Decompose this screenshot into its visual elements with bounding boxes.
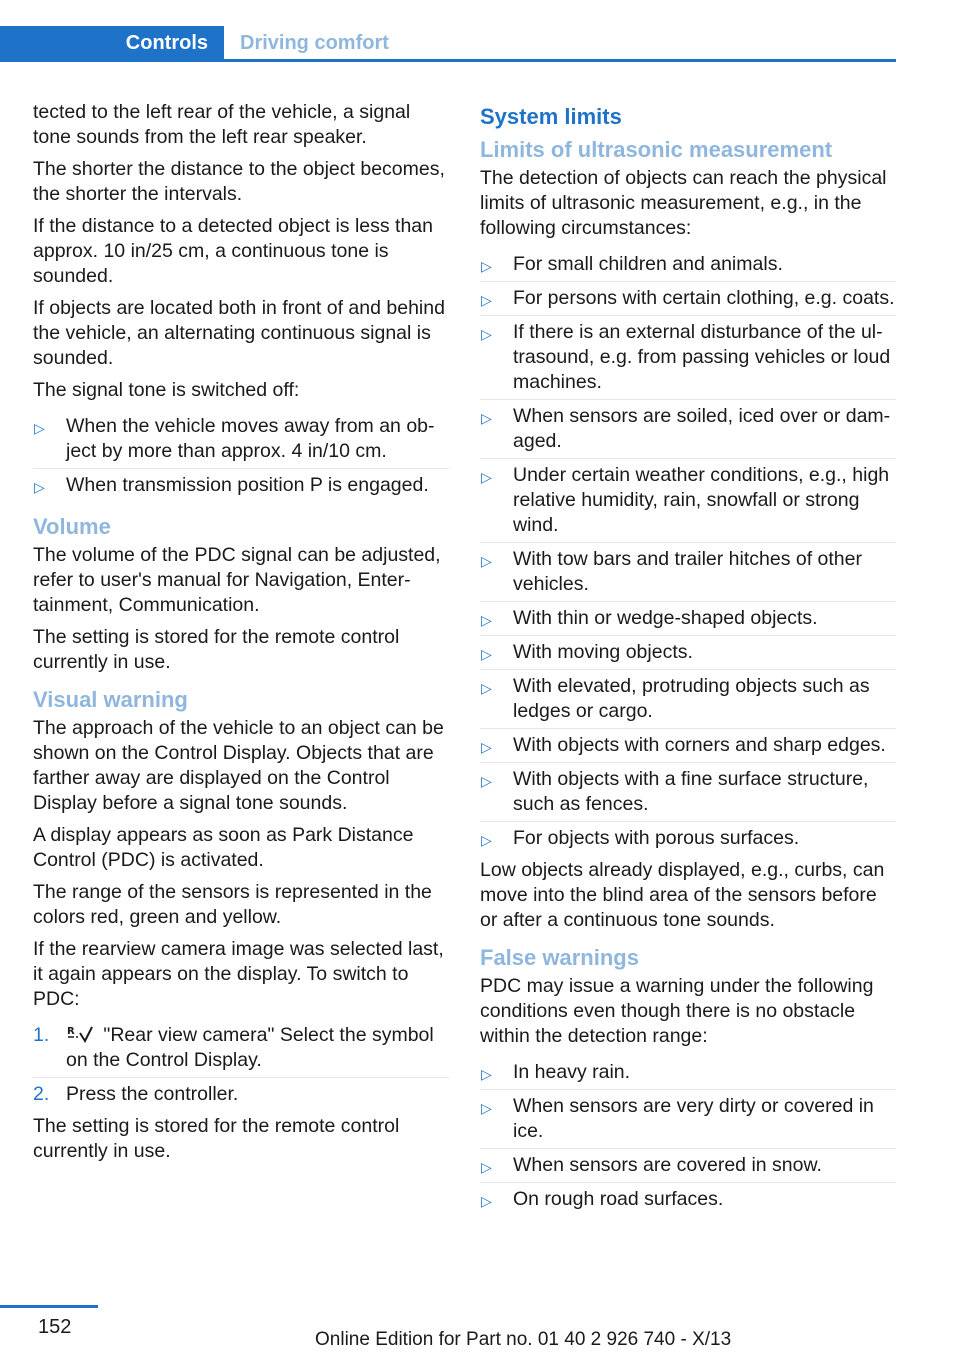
triangle-right-icon: ▷ xyxy=(481,1193,492,1209)
paragraph: The volume of the PDC signal can be adjusted, refer to user's manual for Navigation, Entertainment, Communication. xyxy=(33,544,441,616)
list-item: ▷ With objects with corners and sharp edges. xyxy=(480,729,896,763)
list-item: 1. R "Rear view camera" Select the symbol on the Control Display. xyxy=(33,1019,449,1078)
volume-heading: Volume xyxy=(33,514,111,539)
paragraph: If objects are located both in front of and behind the vehicle, an alternating continuous signal is sounded. xyxy=(33,297,445,369)
paragraph: A display appears as soon as Park Distance Control (PDC) is activated. xyxy=(33,824,414,871)
paragraph: tected to the left rear of the vehicle, a signal tone sounds from the left rear speaker. xyxy=(33,101,411,148)
triangle-right-icon: ▷ xyxy=(481,680,492,696)
list-item: ▷ Under certain weather conditions, e.g., high relative humidity, rain, snowfall or strong wind. xyxy=(480,459,896,543)
triangle-right-icon: ▷ xyxy=(481,612,492,628)
triangle-right-icon: ▷ xyxy=(34,420,45,436)
triangle-right-icon: ▷ xyxy=(481,646,492,662)
left-column xyxy=(33,100,449,1171)
list-item: ▷ When sensors are soiled, iced over or damaged. xyxy=(480,400,896,459)
edition-note: Online Edition for Part no. 01 40 2 926 740 - X/13 xyxy=(315,1329,732,1350)
list-item: ▷ When the vehicle moves away from an object by more than approx. 4 in/10 cm. xyxy=(33,410,449,469)
triangle-right-icon: ▷ xyxy=(481,773,492,789)
list-item: ▷ When transmission position P is engaged. xyxy=(33,469,449,502)
paragraph: Low objects already displayed, e.g., curbs, can move into the blind area of the sensors before or after a continuous tone sounds. xyxy=(480,859,885,931)
triangle-right-icon: ▷ xyxy=(481,832,492,848)
triangle-right-icon: ▷ xyxy=(481,292,492,308)
triangle-right-icon: ▷ xyxy=(34,479,45,495)
triangle-right-icon: ▷ xyxy=(481,326,492,342)
list-item: ▷ When sensors are very dirty or covered in ice. xyxy=(480,1090,896,1149)
section-tab-driving-comfort: Driving comfort xyxy=(240,31,389,54)
triangle-right-icon: ▷ xyxy=(481,553,492,569)
page-header xyxy=(0,26,896,62)
switch-steps-list xyxy=(33,1019,449,1111)
list-item: ▷ In heavy rain. xyxy=(480,1056,896,1090)
list-item: ▷ For small children and animals. xyxy=(480,248,896,282)
list-item: ▷ When sensors are covered in snow. xyxy=(480,1149,896,1183)
page-number: 152 xyxy=(38,1316,72,1338)
signal-off-list xyxy=(33,410,449,502)
paragraph: The range of the sensors is represented in the colors red, green and yellow. xyxy=(33,881,432,928)
list-item: ▷ For persons with certain clothing, e.g. coats. xyxy=(480,282,896,316)
paragraph: The signal tone is switched off: xyxy=(33,379,300,401)
paragraph: PDC may issue a warning under the following conditions even though there is no obstacle within the detection range: xyxy=(480,975,874,1047)
triangle-right-icon: ▷ xyxy=(481,410,492,426)
list-item: ▷ With elevated, protruding objects such as ledges or cargo. xyxy=(480,670,896,729)
false-warnings-list xyxy=(480,1056,896,1216)
header-rule xyxy=(0,59,896,62)
paragraph: The setting is stored for the remote control currently in use. xyxy=(33,1115,400,1162)
step-number: 1. xyxy=(33,1024,50,1046)
paragraph: The shorter the distance to the object becomes, the shorter the intervals. xyxy=(33,158,445,205)
triangle-right-icon: ▷ xyxy=(481,469,492,485)
svg-text:R: R xyxy=(67,1026,75,1037)
ultrasonic-limits-list xyxy=(480,248,896,855)
triangle-right-icon: ▷ xyxy=(481,739,492,755)
footer-rule xyxy=(0,1305,98,1308)
paragraph: If the distance to a detected object is less than approx. 10 in/25 cm, a continuous tone is sounded. xyxy=(33,215,433,287)
paragraph: The approach of the vehicle to an object can be shown on the Control Display. Objects that are farther away are displayed on the Control Display before a signal tone sounds. xyxy=(33,717,444,814)
paragraph: The detection of objects can reach the physical limits of ultrasonic measurement, e.g., in the following circumstances: xyxy=(480,167,887,239)
paragraph: If the rearview camera image was selected last, it again appears on the display. To switch to PDC: xyxy=(33,938,444,1010)
list-item: ▷ For objects with porous surfaces. xyxy=(480,822,896,855)
false-warnings-heading: False warnings xyxy=(480,945,639,970)
visual-warning-heading: Visual warning xyxy=(33,687,188,712)
list-item: 2. Press the controller. xyxy=(33,1083,239,1105)
ultrasonic-limits-heading: Limits of ultrasonic measurement xyxy=(480,137,833,162)
paragraph: The setting is stored for the remote control currently in use. xyxy=(33,626,400,673)
triangle-right-icon: ▷ xyxy=(481,1066,492,1082)
step-number: 2. xyxy=(33,1083,50,1105)
rear-camera-symbol-icon xyxy=(66,1024,94,1044)
list-item: ▷ With thin or wedge-shaped objects. xyxy=(480,602,896,636)
triangle-right-icon: ▷ xyxy=(481,258,492,274)
system-limits-heading: System limits xyxy=(480,104,622,129)
list-item: ▷ With tow bars and trailer hitches of other vehicles. xyxy=(480,543,896,602)
section-tab-controls: Controls xyxy=(0,26,224,60)
list-item: ▷ If there is an external disturbance of the ultrasound, e.g. from passing vehicles or loud machines. xyxy=(480,316,896,400)
triangle-right-icon: ▷ xyxy=(481,1100,492,1116)
triangle-right-icon: ▷ xyxy=(481,1159,492,1175)
list-item: ▷ On rough road surfaces. xyxy=(480,1183,896,1216)
right-column xyxy=(480,100,896,1219)
list-item: ▷ With objects with a fine surface structure, such as fences. xyxy=(480,763,896,822)
list-item: ▷ With moving objects. xyxy=(480,636,896,670)
